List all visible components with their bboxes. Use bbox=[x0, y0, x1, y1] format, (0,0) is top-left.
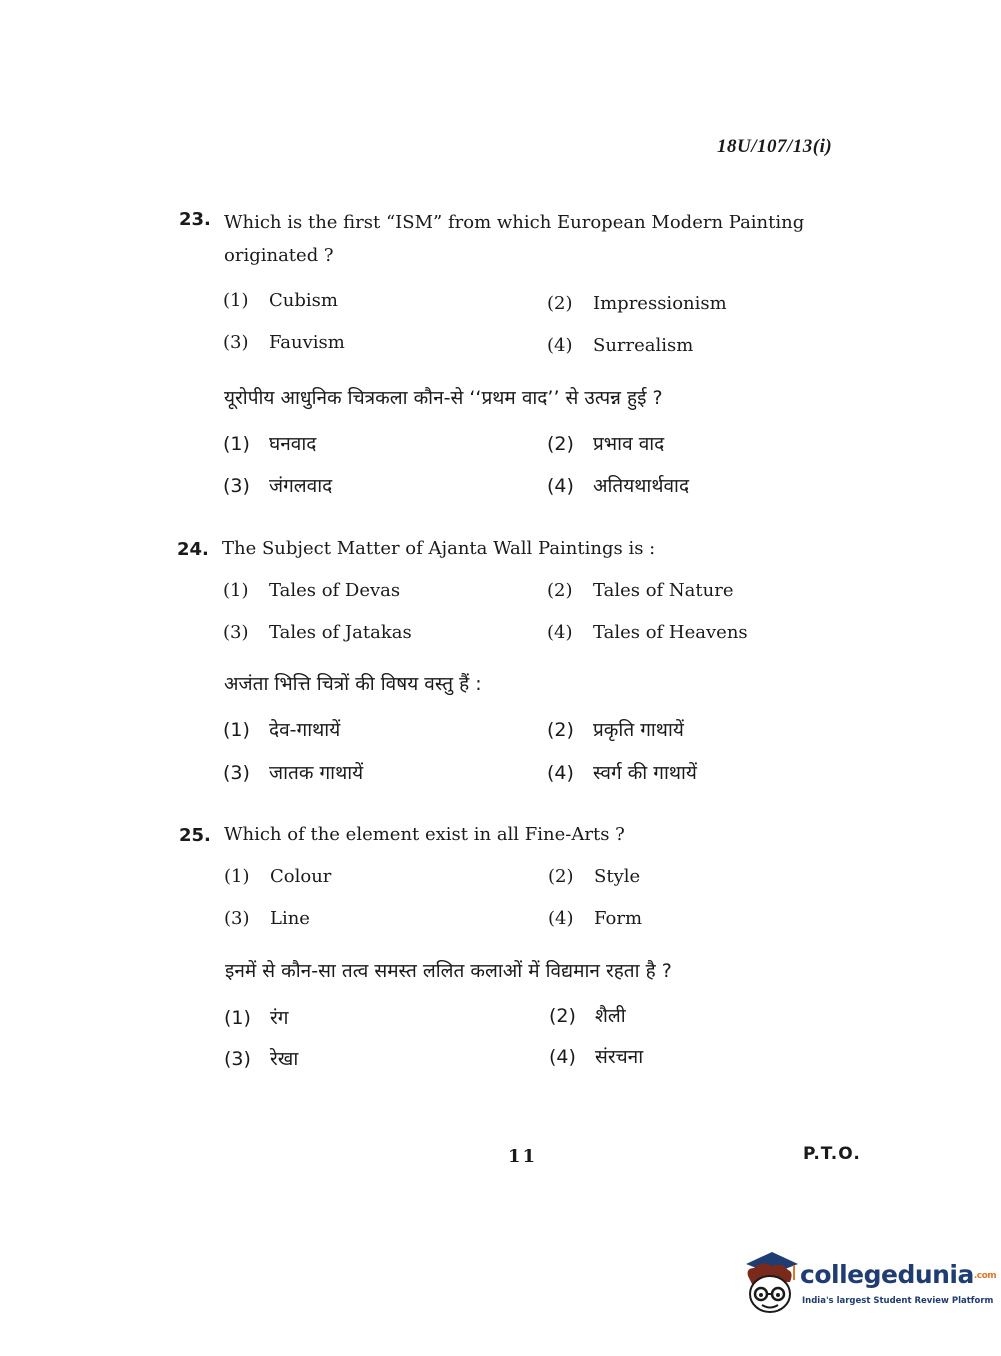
collegedunia-logo[interactable] bbox=[742, 1250, 997, 1320]
option-hi-1: (1) रंग bbox=[224, 1007, 289, 1029]
option-en-1: (1) Colour bbox=[224, 866, 332, 887]
option-en-2: (2) Impressionism bbox=[547, 293, 727, 314]
option-hi-2: (2) प्रकृति गाथायें bbox=[547, 719, 684, 741]
question-text-en: Which is the first “ISM” from which European Modern Painting originated ? bbox=[224, 212, 805, 266]
option-hi-3: (3) रेखा bbox=[224, 1048, 299, 1070]
option-hi-1: (1) घनवाद bbox=[223, 433, 317, 455]
option-en-3: (3) Tales of Jatakas bbox=[223, 622, 412, 643]
option-en-1: (1) Cubism bbox=[223, 290, 338, 311]
option-en-2: (2) Style bbox=[548, 866, 641, 887]
pto-label: P.T.O. bbox=[803, 1144, 861, 1164]
option-en-4: (4) Form bbox=[548, 908, 643, 929]
option-hi-4: (4) अतियथार्थवाद bbox=[547, 475, 690, 497]
question-number: 23. bbox=[179, 209, 211, 230]
logo-wordmark: collegedunia.com bbox=[800, 1260, 997, 1289]
logo-tagline: India's largest Student Review Platform bbox=[802, 1296, 994, 1306]
mascot-icon bbox=[742, 1250, 800, 1320]
option-en-3: (3) Line bbox=[224, 908, 310, 929]
option-hi-2: (2) शैली bbox=[549, 1005, 626, 1027]
option-en-4: (4) Surrealism bbox=[547, 335, 694, 356]
page-number: 11 bbox=[508, 1146, 538, 1167]
question-number: 25. bbox=[179, 825, 211, 846]
logo-suffix: .com bbox=[973, 1271, 997, 1281]
option-en-2: (2) Tales of Nature bbox=[547, 580, 734, 601]
option-hi-3: (3) जातक गाथायें bbox=[223, 762, 364, 784]
option-hi-2: (2) प्रभाव वाद bbox=[547, 433, 665, 455]
option-en-3: (3) Fauvism bbox=[223, 332, 345, 353]
option-en-1: (1) Tales of Devas bbox=[223, 580, 401, 601]
paper-code: 18U/107/13(i) bbox=[717, 136, 833, 157]
option-hi-3: (3) जंगलवाद bbox=[223, 475, 333, 497]
option-hi-1: (1) देव-गाथायें bbox=[223, 719, 341, 741]
question-number: 24. bbox=[177, 539, 209, 560]
option-hi-4: (4) संरचना bbox=[549, 1046, 644, 1068]
question-text-hi: यूरोपीय आधुनिक चित्रकला कौन-से ‘‘प्रथम वाद’’ से उत्पन्न हुई ? bbox=[224, 387, 663, 409]
option-hi-4: (4) स्वर्ग की गाथायें bbox=[547, 762, 697, 784]
question-text-en: The Subject Matter of Ajanta Wall Paintings is : bbox=[222, 538, 656, 559]
question-text-hi: अजंता भित्ति चित्रों की विषय वस्तु हैं : bbox=[224, 673, 482, 695]
option-en-4: (4) Tales of Heavens bbox=[547, 622, 748, 643]
question-text-hi: इनमें से कौन-सा तत्व समस्त ललित कलाओं में विद्यमान रहता है ? bbox=[225, 960, 672, 982]
question-text-en: Which of the element exist in all Fine-Arts ? bbox=[224, 824, 625, 845]
